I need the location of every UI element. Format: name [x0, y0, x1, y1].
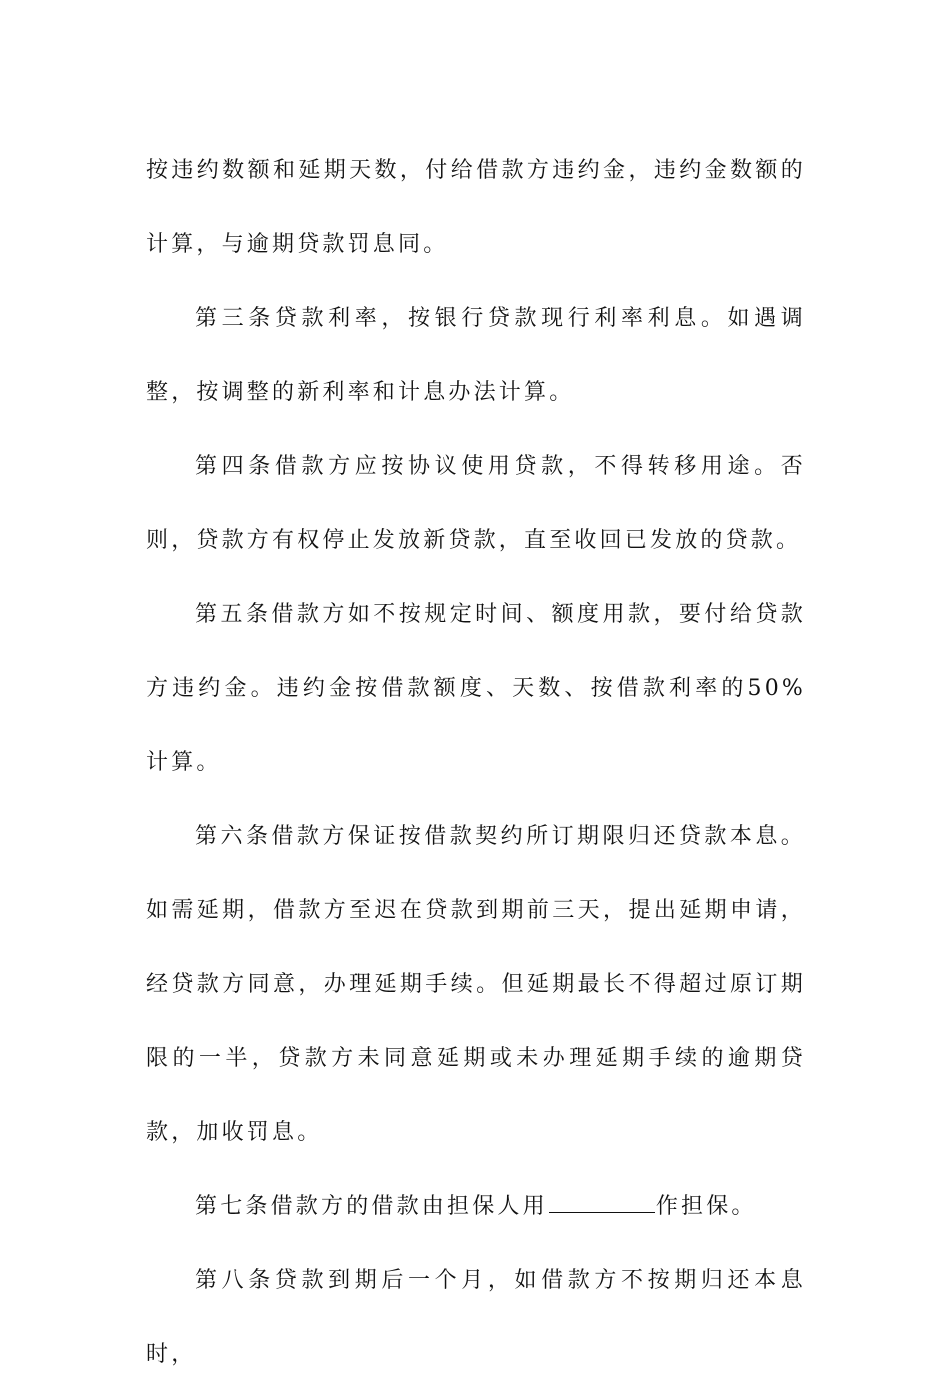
paragraph-clause-5: 第五条借款方如不按规定时间、额度用款，要付给贷款方违约金。违约金按借款额度、天数、按借款利率的50%计算。	[146, 602, 806, 775]
paragraph-clause-8: 第八条贷款到期后一个月，如借款方不按期归还本息时，	[146, 1268, 806, 1367]
clause-7-text-after: 作担保。	[655, 1194, 757, 1219]
paragraph-clause-7	[146, 1170, 806, 1244]
paragraph-overdue-penalty: 按违约数额和延期天数，付给借款方违约金，违约金数额的计算，与逾期贷款罚息同。	[146, 158, 806, 257]
paragraph-clause-3: 第三条贷款利率，按银行贷款现行利率利息。如遇调整，按调整的新利率和计息办法计算。	[146, 306, 806, 405]
document-body	[146, 134, 806, 1392]
guarantee-blank-line	[549, 1194, 655, 1213]
clause-7-text-before: 第七条借款方的借款由担保人用	[195, 1194, 548, 1219]
paragraph-clause-6: 第六条借款方保证按借款契约所订期限归还贷款本息。如需延期，借款方至迟在贷款到期前三天，提出延期申请，经贷款方同意，办理延期手续。但延期最长不得超过原订期限的一半，贷款方未同意延期或未办理延期手续的逾期贷款，加收罚息。	[146, 824, 806, 1145]
paragraph-clause-4: 第四条借款方应按协议使用贷款，不得转移用途。否则，贷款方有权停止发放新贷款，直至收回已发放的贷款。	[146, 454, 806, 553]
